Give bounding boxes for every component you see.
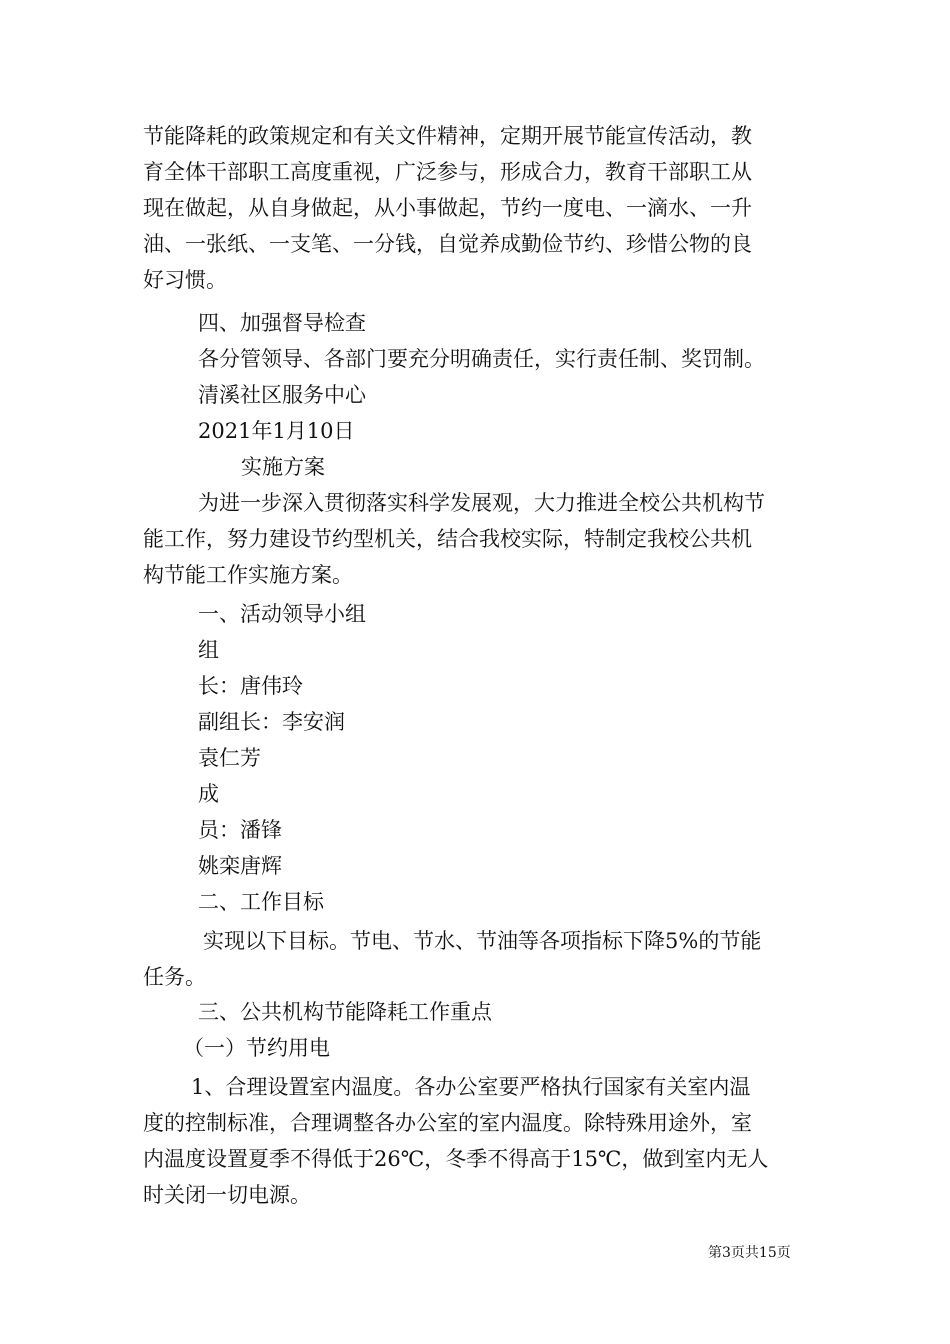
section-heading: 二、工作目标 [198,890,324,914]
page-number: 第3页共15页 [708,1245,791,1261]
paragraph-line: 袁仁芳 [198,746,261,770]
paragraph-line: 各分管领导、各部门要充分明确责任，实行责任制、奖罚制。 [198,347,765,371]
paragraph-line: 为进一步深入贯彻落实科学发展观，大力推进全校公共机构节 [198,491,765,515]
paragraph-line: 员：潘锋 [198,818,282,842]
paragraph-line: 育全体干部职工高度重视，广泛参与，形成合力，教育干部职工从 [143,160,752,184]
paragraph-line: 能工作，努力建设节约型机关，结合我校实际，特制定我校公共机 [143,527,752,551]
paragraph-line: 任务。 [143,965,206,989]
paragraph-line: 姚栾唐辉 [198,854,282,878]
section-heading: 一、活动领导小组 [198,602,366,626]
section-heading: 四、加强督导检查 [198,311,366,335]
paragraph-line: 度的控制标准，合理调整各办公室的室内温度。除特殊用途外，室 [143,1111,752,1135]
paragraph-line: 内温度设置夏季不得低于26℃，冬季不得高于15℃，做到室内无人 [143,1147,769,1171]
signature-date: 2021年1月10日 [198,419,355,443]
paragraph-line: 副组长：李安润 [198,710,345,734]
paragraph-line: 节能降耗的政策规定和有关文件精神，定期开展节能宣传活动，教 [143,124,752,148]
paragraph-line: 实现以下目标。节电、节水、节油等各项指标下降5%的节能 [203,929,762,953]
paragraph-line: 油、一张纸、一支笔、一分钱，自觉养成勤俭节约、珍惜公物的良 [143,232,752,256]
paragraph-line: 1、合理设置室内温度。各办公室要严格执行国家有关室内温 [191,1075,751,1099]
paragraph-line: 组 [198,638,219,662]
signature-organization: 清溪社区服务中心 [198,383,366,407]
paragraph-line: 长：唐伟玲 [198,674,303,698]
paragraph-line: 时关闭一切电源。 [143,1183,311,1207]
paragraph-line: 现在做起，从自身做起，从小事做起，节约一度电、一滴水、一升 [143,196,752,220]
section-heading: 三、公共机构节能降耗工作重点 [198,1000,492,1024]
document-title: 实施方案 [241,455,325,479]
paragraph-line: 成 [198,782,219,806]
paragraph-line: 构节能工作实施方案。 [143,563,353,587]
subsection-heading: （一）节约用电 [183,1036,330,1060]
paragraph-line: 好习惯。 [143,268,227,292]
